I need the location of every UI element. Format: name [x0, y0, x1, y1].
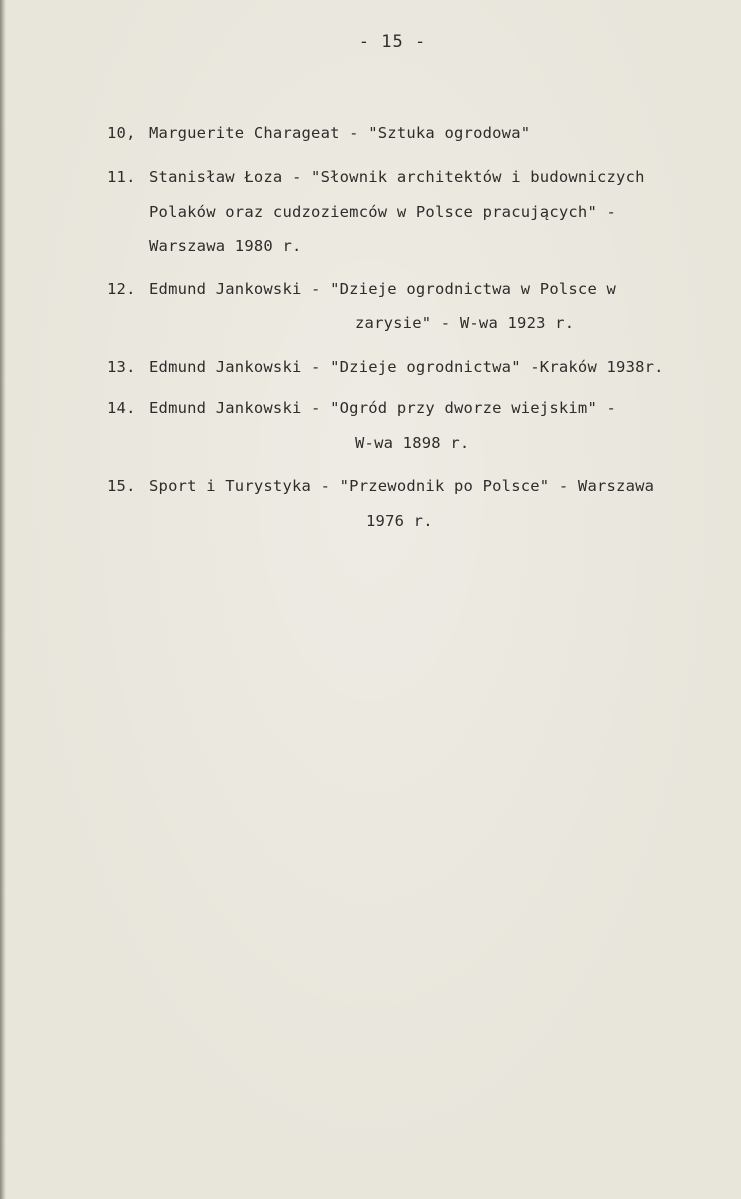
entry-continuation-line: zarysie" - W-wa 1923 r. [355, 314, 575, 332]
bibliography-entry-15 [107, 476, 654, 496]
bibliography-entry-10 [107, 123, 530, 143]
entry-continuation-line: Polaków oraz cudzoziemców w Polsce pracujących" - [149, 203, 617, 221]
entry-number: 11. [107, 168, 136, 186]
entry-number: 13. [107, 358, 136, 376]
entry-text-line: Edmund Jankowski - "Dzieje ogrodnictwa" -Kraków 1938r. [149, 358, 664, 376]
entry-continuation-line: W-wa 1898 r. [355, 434, 470, 452]
entry-number: 10, [107, 124, 136, 142]
page-binding-edge [0, 0, 6, 1199]
bibliography-entry-11 [107, 167, 645, 187]
entry-text-line: Stanisław Łoza - "Słownik architektów i budowniczych [149, 168, 645, 186]
entry-continuation-line: Warszawa 1980 r. [149, 237, 302, 255]
entry-text-line: Edmund Jankowski - "Dzieje ogrodnictwa w Polsce w [149, 280, 617, 298]
entry-number: 12. [107, 280, 136, 298]
entry-text-line: Sport i Turystyka - "Przewodnik po Polsce" - Warszawa [149, 477, 655, 495]
entry-number: 14. [107, 399, 136, 417]
entry-text-line: Marguerite Charageat - "Sztuka ogrodowa" [149, 124, 531, 142]
bibliography-entry-12 [107, 279, 616, 299]
entry-continuation-line: 1976 r. [366, 512, 433, 530]
bibliography-entry-13 [107, 357, 664, 377]
page-number: - 15 - [358, 32, 427, 52]
entry-number: 15. [107, 477, 136, 495]
bibliography-entry-14 [107, 398, 616, 418]
entry-text-line: Edmund Jankowski - "Ogród przy dworze wiejskim" - [149, 399, 617, 417]
